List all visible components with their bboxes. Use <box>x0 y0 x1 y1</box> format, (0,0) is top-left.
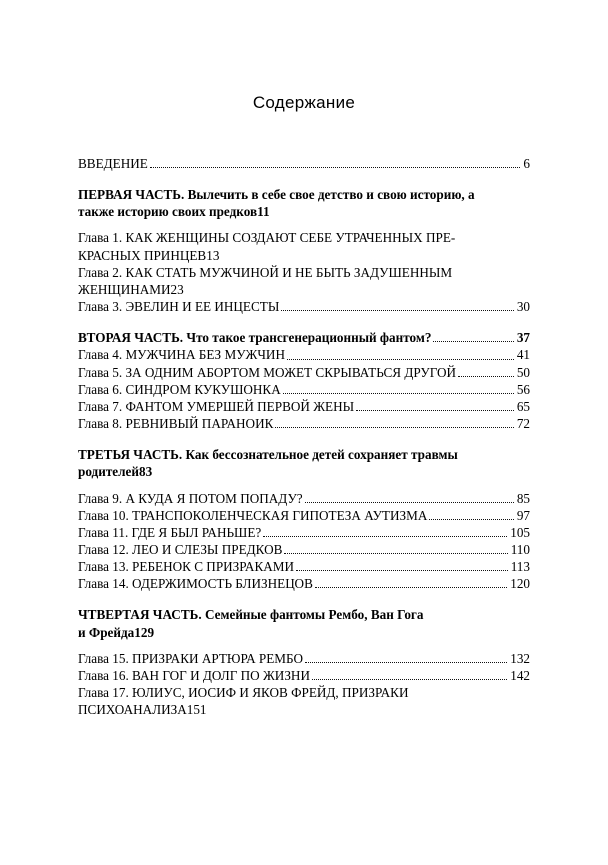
toc-page-number: 85 <box>516 490 530 506</box>
page-title: Содержание <box>252 93 356 112</box>
toc-part-entry[interactable] <box>78 329 530 346</box>
toc-entry-label: Глава 8. РЕВНИВЫЙ ПАРАНОИК <box>78 416 274 432</box>
toc-chapter-entry[interactable] <box>78 541 530 558</box>
toc-chapter-entry[interactable] <box>78 398 530 415</box>
spacer <box>78 432 530 446</box>
toc-leader-dots <box>433 341 513 342</box>
toc-entry-last-row <box>78 701 530 718</box>
toc-leader-dots <box>284 553 507 554</box>
toc-entry-label: Глава 6. СИНДРОМ КУКУШОНКА <box>78 381 281 397</box>
toc-chapter-entry[interactable] <box>78 667 530 684</box>
spacer <box>78 592 530 606</box>
toc-chapter-entry[interactable] <box>78 264 530 298</box>
toc-page-number: 83 <box>139 464 153 480</box>
toc-page-number: 23 <box>170 281 184 297</box>
toc-entry-label: ТРЕТЬЯ ЧАСТЬ. Как бессознательное детей сохраняет травмы <box>78 447 458 463</box>
toc-chapter-entry[interactable] <box>78 229 530 263</box>
toc-chapter-entry[interactable] <box>78 650 530 667</box>
toc-leader-dots <box>315 587 507 588</box>
toc-leader-dots <box>287 359 514 360</box>
toc-entry-label: ВВЕДЕНИЕ <box>78 156 148 171</box>
toc-page-number: 6 <box>523 156 530 171</box>
toc-page-number: 65 <box>516 398 530 414</box>
toc-entry-label: и Фрейда <box>78 624 135 640</box>
toc-leader-dots <box>283 393 514 394</box>
toc-leader-dots <box>281 310 513 311</box>
toc-part-entry[interactable] <box>78 446 530 480</box>
toc-entry-label: Глава 5. ЗА ОДНИМ АБОРТОМ МОЖЕТ СКРЫВАТЬСЯ ДРУГОЙ <box>78 364 457 380</box>
toc-leader-dots <box>429 519 513 520</box>
toc-page-number: 41 <box>516 347 530 363</box>
toc-page-number: 11 <box>257 204 270 220</box>
toc-entry-last-row <box>78 247 530 264</box>
toc-chapter-entry[interactable] <box>78 684 530 718</box>
toc-page-number: 13 <box>206 247 220 263</box>
toc-leader-dots <box>458 376 514 377</box>
toc-chapter-entry[interactable] <box>78 298 530 315</box>
toc-entry-last-row <box>78 624 530 641</box>
toc-chapter-entry[interactable] <box>78 415 530 432</box>
spacer <box>78 641 530 650</box>
toc-entry-last-row <box>78 203 530 220</box>
toc-page-number: 132 <box>510 650 530 666</box>
toc-entry-label: Глава 11. ГДЕ Я БЫЛ РАНЬШЕ? <box>78 524 262 540</box>
toc-chapter-entry[interactable] <box>78 575 530 592</box>
toc-leader-dots <box>275 427 513 428</box>
toc-page-number: 50 <box>516 364 530 380</box>
toc-chapter-entry[interactable] <box>78 524 530 541</box>
toc-leader-dots <box>150 167 521 168</box>
toc-entry-label: Глава 16. ВАН ГОГ И ДОЛГ ПО ЖИЗНИ <box>78 667 310 683</box>
toc-entry-label: Глава 4. МУЖЧИНА БЕЗ МУЖЧИН <box>78 347 285 363</box>
toc-entry-last-row <box>78 463 530 480</box>
toc-leader-dots <box>305 662 507 663</box>
toc-entry-label: Глава 17. ЮЛИУС, ИОСИФ И ЯКОВ ФРЕЙД, ПРИЗРАКИ <box>78 685 409 701</box>
toc-entry-label: Глава 13. РЕБЕНОК С ПРИЗРАКАМИ <box>78 559 295 575</box>
toc-page-number: 142 <box>510 667 530 683</box>
toc-page-number: 30 <box>516 299 530 315</box>
toc-entry-label: Глава 2. КАК СТАТЬ МУЖЧИНОЙ И НЕ БЫТЬ ЗАДУШЕННЫМ <box>78 264 453 280</box>
toc-chapter-entry[interactable] <box>78 558 530 575</box>
toc-chapter-entry[interactable] <box>78 155 530 172</box>
toc-entry-label: ПСИХОАНАЛИЗА <box>78 702 187 718</box>
spacer <box>78 172 530 186</box>
toc-entry-label: КРАСНЫХ ПРИНЦЕВ <box>78 247 207 263</box>
toc-page-number: 151 <box>186 702 207 718</box>
toc-page-number: 72 <box>516 416 530 432</box>
toc-page-number: 97 <box>516 507 530 523</box>
toc-entry-label: Глава 14. ОДЕРЖИМОСТЬ БЛИЗНЕЦОВ <box>78 576 313 592</box>
toc-page-number: 56 <box>516 381 530 397</box>
toc-chapter-entry[interactable] <box>78 507 530 524</box>
spacer <box>78 220 530 229</box>
toc-page-number: 120 <box>510 576 530 592</box>
toc-page-number: 113 <box>510 559 530 575</box>
toc-entry-label: Глава 7. ФАНТОМ УМЕРШЕЙ ПЕРВОЙ ЖЕНЫ <box>78 398 355 414</box>
toc-entry-label: также историю своих предков <box>78 204 258 220</box>
toc-entry-label: Глава 15. ПРИЗРАКИ АРТЮРА РЕМБО <box>78 650 304 666</box>
toc-part-entry[interactable] <box>78 186 530 220</box>
toc-page-number: 37 <box>516 330 530 346</box>
toc-entry-label: ЖЕНЩИНАМИ <box>78 281 171 297</box>
toc-chapter-entry[interactable] <box>78 364 530 381</box>
toc-list <box>78 113 530 718</box>
toc-entry-label: Глава 9. А КУДА Я ПОТОМ ПОПАДУ? <box>78 490 303 506</box>
toc-page-number: 105 <box>510 524 530 540</box>
toc-entry-last-row <box>78 281 530 298</box>
toc-entry-label: Глава 10. ТРАНСПОКОЛЕНЧЕСКАЯ ГИПОТЕЗА АУТИЗМА <box>78 507 428 523</box>
toc-leader-dots <box>305 502 514 503</box>
toc-page-number: 110 <box>510 541 530 557</box>
toc-entry-label: Глава 3. ЭВЕЛИН И ЕЕ ИНЦЕСТЫ <box>78 299 280 315</box>
toc-chapter-entry[interactable] <box>78 346 530 363</box>
toc-leader-dots <box>312 679 507 680</box>
toc-entry-label: ЧТВЕРТАЯ ЧАСТЬ. Семейные фантомы Рембо, Ван Гога <box>78 607 424 623</box>
toc-entry-label: Глава 1. КАК ЖЕНЩИНЫ СОЗДАЮТ СЕБЕ УТРАЧЕННЫХ ПРЕ- <box>78 230 456 246</box>
toc-leader-dots <box>296 570 508 571</box>
toc-chapter-entry[interactable] <box>78 490 530 507</box>
toc-page-number: 129 <box>134 624 155 640</box>
toc-leader-dots <box>263 536 507 537</box>
spacer <box>78 481 530 490</box>
toc-entry-label: Глава 12. ЛЕО И СЛЕЗЫ ПРЕДКОВ <box>78 541 283 557</box>
toc-entry-label: ПЕРВАЯ ЧАСТЬ. Вылечить в себе свое детство и свою историю, а <box>78 187 475 203</box>
toc-entry-label: ВТОРАЯ ЧАСТЬ. Что такое трансгенерационный фантом? <box>78 330 432 346</box>
toc-chapter-entry[interactable] <box>78 381 530 398</box>
spacer <box>78 315 530 329</box>
toc-part-entry[interactable] <box>78 606 530 640</box>
toc-entry-label: родителей <box>78 464 139 480</box>
toc-leader-dots <box>356 410 514 411</box>
